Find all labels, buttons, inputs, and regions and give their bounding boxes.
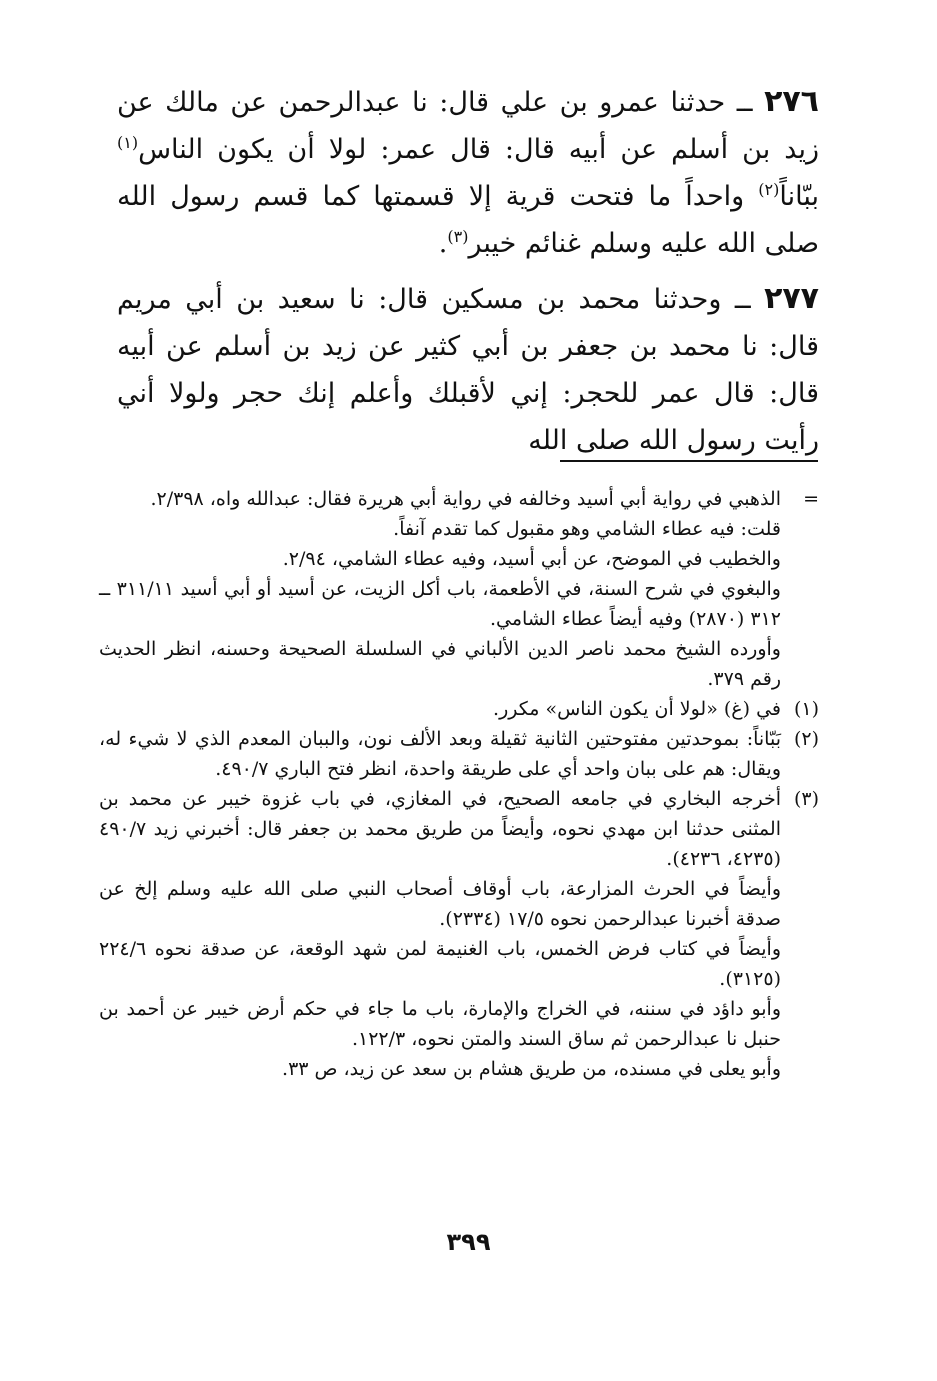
hadith-276	[117, 78, 819, 267]
hadith-number: ٢٧٧	[764, 281, 819, 316]
footnote-marker: (١)	[793, 698, 819, 720]
footnote-paragraph: الذهبي في رواية أبي أسيد وخالفه في رواية أبي هريرة فقال: عبدالله واه، ٢/٣٩٨.	[150, 488, 781, 510]
footnote-3	[99, 784, 819, 1084]
footnote-marker: (٣)	[793, 788, 819, 810]
footnote-body	[99, 784, 781, 1084]
footnote-ref: (٢)	[758, 180, 780, 199]
footnote-paragraph: قلت: فيه عطاء الشامي وهو مقبول كما تقدم آنفاً.	[393, 518, 781, 540]
main-text	[117, 78, 819, 464]
footnote-paragraph: وأورده الشيخ محمد ناصر الدين الألباني في السلسلة الصحيحة وحسنه، انظر الحديث رقم ٣٧٩.	[99, 638, 781, 690]
footnote-body	[99, 694, 781, 724]
footnote-body	[99, 484, 781, 694]
footnote-1	[99, 694, 819, 724]
hadith-text: ببّاناً	[779, 181, 819, 212]
footnote-paragraph: والخطيب في الموضح، عن أبي أسيد، وفيه عطاء الشامي، ٢/٩٤.	[282, 548, 781, 570]
footnote-paragraph: وأيضاً في كتاب فرض الخمس، باب الغنيمة لمن شهد الوقعة، عن صدقة نحوه ٢٢٤/٦ (٣١٢٥).	[99, 938, 781, 990]
hadith-text: ــ حدثنا عمرو بن علي قال: نا عبدالرحمن عن مالك عن زيد بن أسلم عن أبيه قال: قال عمر: لولا أن يكون الناس	[117, 87, 819, 165]
footnote-2	[99, 724, 819, 784]
footnote-marker: =	[803, 488, 819, 510]
footnote-body	[99, 724, 781, 784]
footnote-marker: (٢)	[793, 728, 819, 750]
hadith-text: واحداً ما فتحت قرية إلا قسمتها كما قسم رسول الله صلى الله عليه وسلم غنائم خيبر	[117, 181, 819, 259]
footnote-paragraph: أخرجه البخاري في جامعه الصحيح، في المغازي، في باب غزوة خيبر عن محمد بن المثنى حدثنا ابن مهدي نحوه، وأيضاً من طريق محمد بن جعفر قال: أخبرني زيد ٤٩٠/٧ (٤٢٣٥، ٤٢٣٦).	[99, 788, 781, 870]
footnotes	[99, 484, 819, 1084]
footnote-paragraph: وأيضاً في الحرث المزارعة، باب أوقاف أصحاب النبي صلى الله عليه وسلم إلخ عن صدقة أخبرنا عبدالرحمن نحوه ١٧/٥ (٢٣٣٤).	[99, 878, 781, 930]
footnote-paragraph: بَبّاناً: بموحدتين مفتوحتين الثانية ثقيلة وبعد الألف نون، والببان المعدم الذي لا شيء له، ويقال: هم على ببان واحد أي على طريقة واحدة، انظر فتح الباري ٤٩٠/٧.	[99, 728, 781, 780]
hadith-277	[117, 275, 819, 464]
page-number: ٣٩٩	[446, 1228, 491, 1256]
footnote-paragraph: في (غ) «لولا أن يكون الناس» مكرر.	[493, 698, 781, 720]
footnote-divider	[560, 460, 818, 462]
hadith-text: .	[438, 228, 448, 259]
footnote-paragraph: وأبو داؤد في سننه، في الخراج والإمارة، باب ما جاء في حكم أرض خيبر عن أحمد بن حنبل نا عبدالرحمن ثم ساق السند والمتن نحوه، ١٢٢/٣.	[99, 998, 781, 1050]
footnote-paragraph: وأبو يعلى في مسنده، من طريق هشام بن سعد عن زيد، ص ٣٣.	[282, 1058, 781, 1080]
footnote-ref: (٣)	[447, 227, 469, 246]
footnote-continued	[99, 484, 819, 694]
footnote-ref: (١)	[117, 133, 139, 152]
hadith-number: ٢٧٦	[764, 84, 819, 119]
hadith-text: ــ وحدثنا محمد بن مسكين قال: نا سعيد بن أبي مريم قال: نا محمد بن جعفر بن أبي كثير عن زيد بن أسلم عن أبيه قال: قال عمر للحجر: إني لأقبلك وأعلم إنك حجر ولولا أني رأيت رسول الله صلى الله	[117, 284, 819, 456]
footnote-paragraph: والبغوي في شرح السنة، في الأطعمة، باب أكل الزيت، عن أسيد أو أبي أسيد ٣١١/١١ ــ ٣١٢ (٢٨٧٠) وفيه أيضاً عطاء الشامي.	[99, 578, 781, 630]
